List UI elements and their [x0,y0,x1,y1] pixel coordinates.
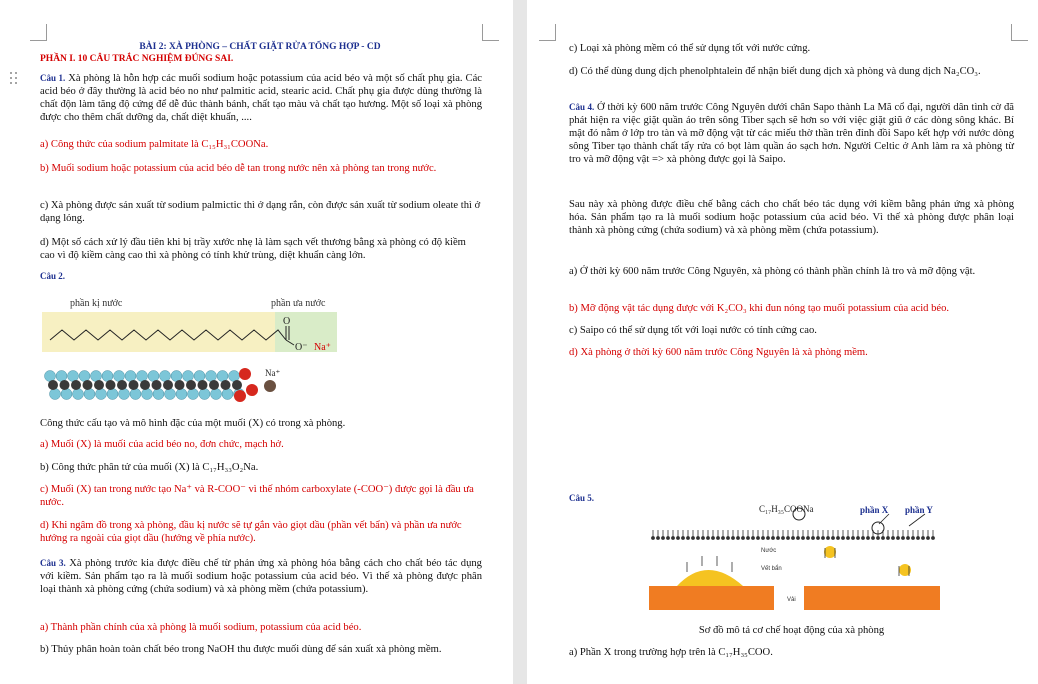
surfactant-head [772,537,775,540]
surfactant-head [797,537,800,540]
carbon-ball [117,380,127,390]
surfactant-head [872,537,875,540]
hydrogen-ball [206,371,217,382]
surfactant-head [777,537,780,540]
surfactant-head [892,537,895,540]
hydrogen-ball [84,389,95,400]
surfactant-head [842,537,845,540]
surfactant-head [727,537,730,540]
carbon-ball [106,380,116,390]
oxygen-ball [246,384,258,396]
question-3-label: Câu 3. [40,558,66,568]
surfactant-head [722,537,725,540]
surfactant-head [657,537,660,540]
hydrogen-ball [211,389,222,400]
sodium-ion-label: Na⁺ [314,342,331,353]
q1-option-a: a) Công thức của sodium palmitate là C₁₅H₃₁COONa. [40,139,269,150]
page-corner-mark [482,24,499,41]
surfactant-head [687,537,690,540]
surfactant-head [882,537,885,540]
surfactant-head [887,537,890,540]
surfactant-head [662,537,665,540]
surfactant-head [907,537,910,540]
figure-dirt-label: Vết bẩn [761,566,782,572]
q4-option-d: d) Xà phòng ở thời kỳ 600 năm trước Công Nguyên là xà phòng mềm. [569,347,868,358]
surfactant-head [932,537,935,540]
surfactant-head [817,537,820,540]
figure-water-label: Nước [761,548,777,554]
q1-option-b: b) Muối sodium hoặc potassium của acid béo dễ tan trong nước nên xà phòng tan trong nước. [40,163,437,174]
surfactant-layer [652,530,935,576]
hydrogen-ball [45,371,56,382]
hydrogen-ball [142,389,153,400]
carbon-ball [175,380,185,390]
question-4-label: Câu 4. [569,102,595,112]
cloth-left [649,586,774,610]
surfactant-head [807,537,810,540]
hydrogen-ball [165,389,176,400]
q4-option-b: b) Mỡ động vật tác dụng được với K₂CO₃ khi đun nóng tạo muối potassium của acid béo. [569,303,950,314]
surfactant-head [912,537,915,540]
hydrogen-ball [125,371,136,382]
soap-molecule-figure [40,290,340,410]
question-5-label: Câu 5. [569,493,595,503]
surfactant-head [832,537,835,540]
q4-option-a: a) Ở thời kỳ 600 năm trước Công Nguyên, xà phòng có thành phần chính là tro và mỡ động vật. [569,266,976,277]
question-4-stem [569,101,1014,166]
hydrogen-ball [137,371,148,382]
surfactant-head [682,537,685,540]
carbon-ball [94,380,104,390]
space-filling-model [45,368,259,402]
q2-option-c: c) Muối (X) tan trong nước tạo Na⁺ và R-COO⁻ vì thế nhóm carboxylate (-COO⁻) được gọi là đầu ưa nước. [40,484,474,508]
surfactant-head [847,537,850,540]
document-page-right [527,0,1038,684]
hydrogen-ball [171,371,182,382]
surfactant-head [792,537,795,540]
cloth-right [804,586,940,610]
surfactant-head [742,537,745,540]
partX-pointer [879,514,889,524]
hydrogen-ball [194,371,205,382]
figure-partY-label: phần Y [905,505,933,515]
surfactant-head [732,537,735,540]
surfactant-head [697,537,700,540]
hydrogen-ball [130,389,141,400]
figure-formula-label: C₁₇H₃₅COONa [759,504,814,514]
surfactant-head [652,537,655,540]
carbon-ball [232,380,242,390]
surfactant-head [757,537,760,540]
q1-option-d: d) Một số cách xử lý đầu tiên khi bị trầy xước nhẹ là làm sạch vết thương bằng xà phòng có độ kiềm cao vì độ kiềm càng cao thì xà phòng có tính khử trùng, diệt khuẩn càng lớn. [40,237,466,261]
surfactant-head [922,537,925,540]
figure-partX-label: phần X [860,505,889,515]
hydrogen-ball [79,371,90,382]
question-3-stem [40,557,482,596]
question-3-text: Xà phòng trước kia được điều chế từ phản ứng xà phòng hóa bằng cách cho chất béo tác dụng với kiềm. Sản phẩm tạo ra là muối sodium hoặc potassium của acid béo. Vì thế xà phòng được phân loại thành xà phòng cứng (chứa sodium) và xà phòng mềm (chứa potassium). [40,558,482,595]
surfactant-head [802,537,805,540]
figure-caption: Sơ đồ mô tả cơ chế hoạt động của xà phòng [698,625,885,636]
surfactant-head [837,537,840,540]
oxygen-atom-label: O [283,316,291,327]
question-1-stem [40,72,482,124]
q3-option-b: b) Thủy phân hoàn toàn chất béo trong NaOH thu được muối dùng để sản xuất xà phòng mềm. [40,644,442,655]
carboxylate-label: O⁻ [295,342,308,353]
surfactant-head [927,537,930,540]
question-4-stem-2: Sau này xà phòng được điều chế bằng cách cho chất béo tác dụng với kiềm bằng phản ứng xà phòng hóa. Sản phẩm tạo ra là muối sodium hoặc potassium của acid béo. Vì thế xà phòng được phân loại thành xà phòng cứng (chứa sodium) và xà phòng mềm (chứa potassium). [569,199,1014,236]
q4-option-c: c) Saipo có thể sử dụng tốt với loại nước có tính cứng cao. [569,325,817,336]
carbon-ball [60,380,70,390]
surfactant-head [852,537,855,540]
surfactant-head [767,537,770,540]
surfactant-head [717,537,720,540]
surfactant-head [672,537,675,540]
hydrogen-ball [183,371,194,382]
hydrogen-ball [199,389,210,400]
hydrophobic-label: phần kị nước [70,298,123,309]
soap-mechanism-figure [647,502,942,622]
surfactant-head [677,537,680,540]
hydrophobic-region [42,312,275,352]
surfactant-head [782,537,785,540]
surfactant-head [902,537,905,540]
dirt-droplet [677,570,743,586]
surfactant-head [762,537,765,540]
question-2-label: Câu 2. [40,271,66,281]
hydrogen-ball [68,371,79,382]
sodium-ball-label: Na⁺ [265,368,281,378]
surfactant-head [897,537,900,540]
hydrogen-ball [96,389,107,400]
surfactant-head [692,537,695,540]
carbon-ball [48,380,58,390]
q2-option-d: d) Khi ngâm đồ trong xà phòng, đầu kị nước sẽ tự gắn vào giọt dầu (phần vết bẩn) và phần ưa nước hướng ra ngoài của giọt dầu (hướng về phía nước). [40,520,462,544]
q2-option-b: b) Công thức phân tử của muối (X) là C₁₇H₃₃O₂Na. [40,462,259,473]
carbon-ball [209,380,219,390]
q2-option-a: a) Muối (X) là muối của acid béo no, đơn chức, mạch hở. [40,439,284,450]
hydrogen-ball [56,371,67,382]
hydrogen-ball [188,389,199,400]
q3-option-a: a) Thành phần chính của xà phòng là muối sodium, potassium của acid béo. [40,622,362,633]
page-corner-mark [30,24,47,41]
surfactant-head [752,537,755,540]
hydrogen-ball [114,371,125,382]
document-page-left [0,0,513,684]
hydrogen-ball [50,389,61,400]
question-4-text: Ở thời kỳ 600 năm trước Công Nguyên dưới chân Sapo thành La Mã cổ đại, người dân tình cờ đã phát hiện ra việc giặt quần áo trên sông Tiber sạch sẽ hơn so với việc giặt giũ ở các dòng sông khác. Bí mật đó nằm ở lớp tro tàn và mỡ động vật từ các miếu thờ thần trên đỉnh đồi Sapo kết hợp với nước dòng sông Tiber tạo thành chất tẩy rửa có bọt làm quần áo sạch hơn. Người Celtic ở Anh làm ra xà phòng từ tro và mỡ động vật => xà phòng được gọi là Saipo. [569,102,1014,165]
surfactant-head [702,537,705,540]
carbon-ball [129,380,139,390]
surfactant-head [737,537,740,540]
surfactant-head [747,537,750,540]
hydrogen-ball [222,389,233,400]
hydrogen-ball [107,389,118,400]
hydrogen-ball [160,371,171,382]
drag-handle-icon[interactable] [10,72,18,86]
question-2-stem: Công thức cấu tạo và mô hình đặc của một muối (X) có trong xà phòng. [40,418,346,429]
hydrogen-ball [148,371,159,382]
surfactant-head [787,537,790,540]
dirt-droplet-small [824,546,836,558]
hydrogen-ball [61,389,72,400]
hydrogen-ball [176,389,187,400]
page-corner-mark [1011,24,1028,41]
carbon-ball [198,380,208,390]
surfactant-head [822,537,825,540]
hydrogen-ball [73,389,84,400]
page-corner-mark [539,24,556,41]
hydrogen-ball [217,371,228,382]
q3-option-d: d) Có thể dùng dung dịch phenolphtalein để nhận biết dung dịch xà phòng và dung dịch Na₂CO₃. [569,66,981,77]
surfactant-head [917,537,920,540]
figure-cloth-label: Vải [787,597,796,603]
carbon-ball [152,380,162,390]
surfactant-head [667,537,670,540]
surfactant-head [857,537,860,540]
document-title: BÀI 2: XÀ PHÒNG – CHẤT GIẶT RỬA TỔNG HỢP - CD [139,42,381,52]
surfactant-head [877,537,880,540]
q1-option-c: c) Xà phòng được sản xuất từ sodium palmictic thì ở dạng rắn, còn được sản xuất từ sodium oleate thì ở dạng lỏng. [40,200,481,224]
carbon-ball [163,380,173,390]
q3-option-c: c) Loại xà phòng mềm có thể sử dụng tốt với nước cứng. [569,43,811,54]
surfactant-head [862,537,865,540]
oxygen-ball [234,390,246,402]
partY-pointer [909,514,925,526]
surfactant-head [867,537,870,540]
question-1-label: Câu 1. [40,73,66,83]
hydrogen-ball [91,371,102,382]
hydrophilic-label: phần ưa nước [271,298,326,309]
carbon-ball [140,380,150,390]
hydrogen-ball [119,389,130,400]
hydrogen-ball [102,371,113,382]
surfactant-head [827,537,830,540]
oxygen-ball [239,368,251,380]
carbon-ball [83,380,93,390]
sodium-ion-ball [264,380,276,392]
hydrogen-ball [229,371,240,382]
part-heading: PHẦN I. 10 CÂU TRẮC NGHIỆM ĐÚNG SAI. [40,54,234,64]
carbon-ball [71,380,81,390]
surfactant-head [812,537,815,540]
hydrogen-ball [153,389,164,400]
carbon-ball [186,380,196,390]
carbon-ball [221,380,231,390]
q5-option-a: a) Phần X trong trường hợp trên là C₁₇H₃₅COO. [569,647,773,658]
surfactant-head [712,537,715,540]
question-1-text: Xà phòng là hỗn hợp các muối sodium hoặc potassium của acid béo và một số chất phụ gia. Các acid béo ở đây thường là acid béo no như palmitic acid, stearic acid. Chất phụ gia được dùng thường là chất độn làm tăng độ cứng để dễ đúc thành bánh, chất tạo màu và chất tạo hương. Một số loại xà phòng được cho thêm chất dưỡng da, chất diệt khuẩn, .... [40,73,482,123]
surfactant-head [707,537,710,540]
